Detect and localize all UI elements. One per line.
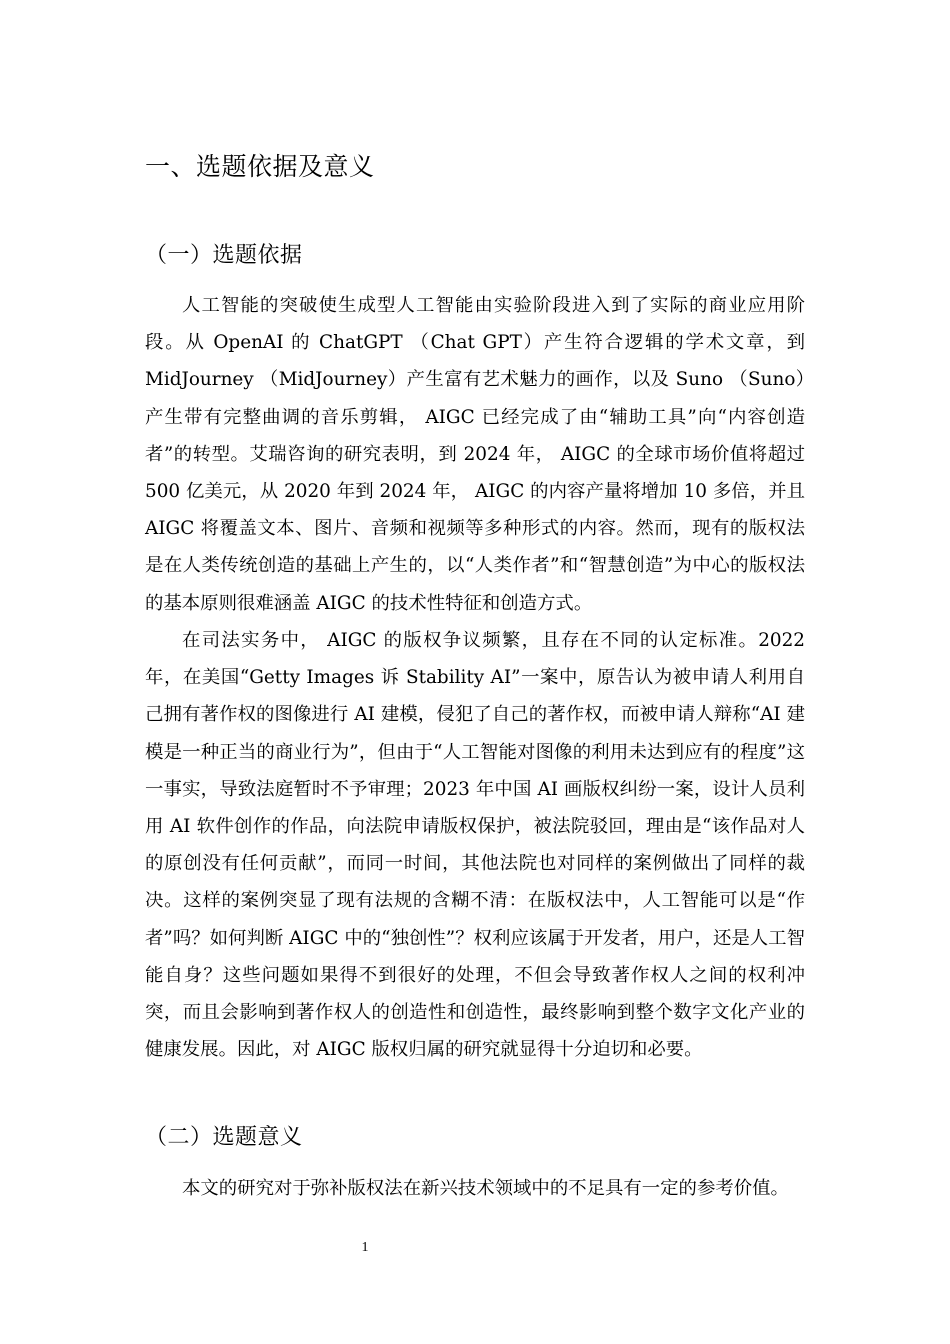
section-2-paragraph-1: 本文的研究对于弥补版权法在新兴技术领域中的不足具有一定的参考价值。	[182, 1178, 789, 1199]
section-1-heading: （一）选题依据	[145, 243, 303, 268]
section-1-paragraph-2: 在司法实务中， AIGC 的版权争议频繁，且存在不同的认定标准。2022 年，在美国“Getty Images 诉 Stability AI”一案中，原告认为被申请人利用自己拥有著作权的图像进行 AI 建模，侵犯了自己的著作权，而被申请人辩称“AI 建模是一种正当的商业行为”，但由于“人工智能对图像的利用未达到应有的程度”这一事实，导致法庭暂时不予审理；2023 年中国 AI 画版权纠纷一案，设计人员利用 AI 软件创作的作品，向法院申请版权保护，被法院驳回，理由是“该作品对人的原创没有任何贡献”，而同一时间，其他法院也对同样的案例做出了同样的裁决。这样的案例突显了现有法规的含糊不清：在版权法中，人工智能可以是“作者”吗？如何判断 AIGC 中的“独创性”？权利应该属于开发者，用户，还是人工智能自身？这些问题如果得不到很好的处理，不但会导致著作权人之间的权利冲突，而且会影响到著作权人的创造性和创造性，最终影响到整个数字文化产业的健康发展。因此，对 AIGC 版权归属的研究就显得十分迫切和必要。	[145, 630, 805, 1061]
main-heading: 一、选题依据及意义	[145, 152, 375, 181]
section-1-paragraph-1: 人工智能的突破使生成型人工智能由实验阶段进入到了实际的商业应用阶段。从 OpenAI 的 ChatGPT （Chat GPT）产生符合逻辑的学术文章，到 MidJourney （MidJourney）产生富有艺术魅力的画作，以及 Suno （Suno）产生带有完整曲调的音乐剪辑， AIGC 已经完成了由“辅助工具”向“内容创造者”的转型。艾瑞咨询的研究表明，到 2024 年， AIGC 的全球市场价值将超过 500 亿美元，从 2020 年到 2024 年， AIGC 的内容产量将增加 10 多倍，并且 AIGC 将覆盖文本、图片、音频和视频等多种形式的内容。然而，现有的版权法是在人类传统创造的基础上产生的，以“人类作者”和“智慧创造”为中心的版权法的基本原则很难涵盖 AIGC 的技术性特征和创造方式。	[145, 295, 805, 614]
section-2-heading: （二）选题意义	[145, 1125, 303, 1150]
page-number: 1	[361, 1240, 369, 1255]
